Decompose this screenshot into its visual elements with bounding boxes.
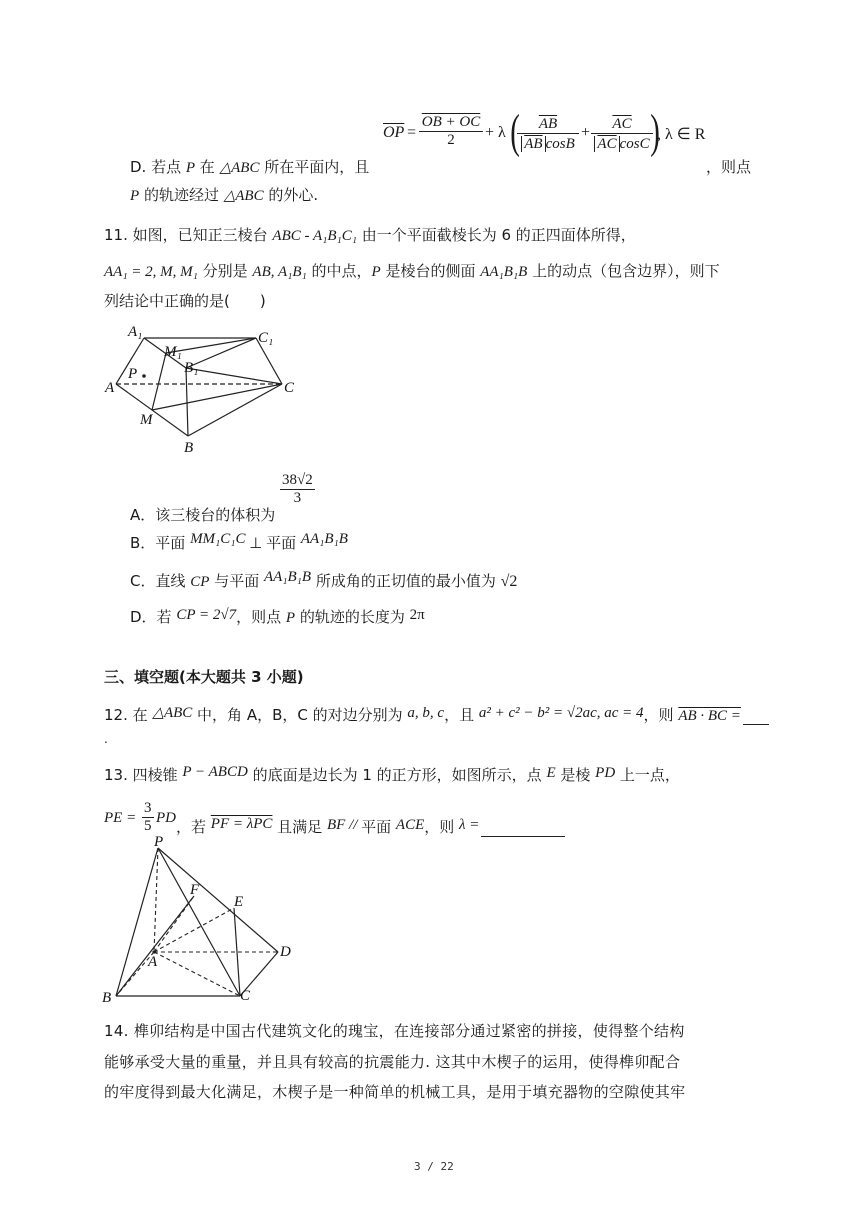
- edge-c-b1: [186, 368, 282, 384]
- frac-den: 3: [293, 490, 302, 506]
- q11-option-a: [130, 474, 315, 522]
- math: P − ABCD: [182, 764, 248, 780]
- frac-num: 3: [144, 800, 152, 816]
- q11-option-b: [130, 532, 348, 553]
- math: AA₁B₁B: [480, 264, 528, 280]
- text: D．若: [130, 608, 177, 626]
- math: CP = 2√7: [176, 607, 237, 623]
- section-heading: 三、填空题(本大题共 3 小题): [104, 668, 304, 686]
- math: AA₁B₁B: [300, 531, 348, 547]
- term2-num: $\overline{AC}$: [591, 116, 653, 134]
- label-e: E: [234, 894, 244, 910]
- label-a1: A₁: [128, 324, 143, 340]
- formula-lhs: $\overline{OP}$: [383, 124, 405, 141]
- math: PD: [595, 765, 616, 781]
- math: P: [371, 264, 381, 280]
- pyramid-figure: [98, 832, 298, 1012]
- edge-m-c: [152, 384, 282, 410]
- text: ，则: [643, 706, 679, 724]
- label-c1: C₁: [258, 330, 274, 346]
- label-m: M: [140, 412, 153, 428]
- math: PF = λPC: [210, 816, 273, 832]
- edge-b-f: [116, 896, 194, 996]
- label-b: B: [102, 990, 112, 1006]
- text: 所成角的正切值的最小值为: [311, 572, 501, 590]
- label-c: C: [284, 380, 295, 396]
- page-number: 3 / 22: [414, 1160, 454, 1173]
- q12-period: .: [104, 732, 108, 746]
- text: 的底面是边长为 1 的正方形，如图所示，点: [247, 766, 547, 784]
- point-p: [142, 374, 146, 378]
- text: 中，角 A，B，C 的对边分别为: [192, 706, 408, 724]
- q10d-line1-end: ，则点: [706, 158, 752, 176]
- text: 平面: [361, 818, 396, 836]
- text: ，且: [444, 706, 479, 724]
- label-m1: M₁: [164, 344, 182, 360]
- text: ，则点: [236, 608, 286, 626]
- text: 的轨迹的长度为: [295, 608, 410, 626]
- math-triangle: △ABC: [223, 188, 264, 204]
- text: ，若: [176, 818, 211, 836]
- text: 分别是: [197, 262, 253, 280]
- q11-line1: [104, 224, 636, 245]
- answer-blank[interactable]: [743, 708, 769, 725]
- frac-den: 2: [447, 132, 455, 148]
- edge-p-b: [116, 848, 158, 996]
- label-a: A: [105, 380, 115, 396]
- math: P: [285, 610, 296, 626]
- q11-line3: 列结论中正确的是( ): [104, 292, 266, 310]
- q14-line3: 的牢度得到最大化满足，木楔子是一种简单的机械工具，是用于填充器物的空隙使其牢: [104, 1083, 686, 1101]
- text: 的轨迹经过: [139, 186, 224, 204]
- math: ⊥: [245, 536, 267, 552]
- label-d: D: [280, 944, 291, 960]
- frac-den: 5: [144, 818, 152, 834]
- text: 的外心.: [263, 186, 319, 204]
- math: BF //: [326, 817, 362, 833]
- edge-p-c: [158, 848, 240, 996]
- text: 上一点，: [615, 766, 680, 784]
- text: 是棱台的侧面: [380, 262, 481, 280]
- math: AA₁ = 2, M, M₁: [104, 264, 198, 280]
- label-p: P: [128, 366, 138, 382]
- edge-b-b1: [186, 368, 188, 436]
- q10d-line2: [130, 184, 318, 205]
- math: AB · BC =: [678, 708, 741, 724]
- term1-den-rest: cosB: [545, 136, 575, 152]
- plus-lambda: + λ: [485, 124, 506, 141]
- text: A．该三棱台的体积为: [130, 506, 281, 524]
- label-c: C: [240, 988, 251, 1004]
- label-a: A: [148, 954, 158, 970]
- edge-a-f: [154, 896, 194, 952]
- big-paren-right: ): [650, 105, 660, 158]
- q10d-formula: [383, 104, 706, 164]
- formula-eq: =: [407, 124, 417, 141]
- text: 上的动点（包含边界），则下: [527, 262, 720, 280]
- answer-blank[interactable]: [481, 820, 565, 837]
- q14-line2: 能够承受大量的重量，并且具有较高的抗震能力. 这其中木楔子的运用，使得榫卯配合: [104, 1053, 681, 1071]
- math: MM₁C₁C: [190, 531, 246, 547]
- q11-option-c: [130, 570, 517, 591]
- math: AA₁B₁B: [263, 569, 312, 585]
- text: 在: [195, 158, 220, 176]
- math: △ABC: [152, 705, 193, 721]
- math-p: P: [185, 160, 196, 176]
- label-f: F: [190, 882, 200, 898]
- label-b: B: [184, 440, 194, 456]
- math: PE =: [104, 810, 137, 826]
- text: 与平面: [209, 572, 264, 590]
- formula-tail: , λ ∈ R: [657, 126, 706, 143]
- q11-line2: [104, 260, 720, 281]
- term1: [517, 116, 579, 153]
- term2-den-rest: cosC: [619, 136, 650, 152]
- label-p: P: [154, 834, 164, 850]
- text: 12. 在: [104, 706, 153, 724]
- text: 所在平面内，且: [259, 158, 370, 176]
- fraction: [142, 800, 154, 835]
- math: a, b, c: [407, 705, 445, 721]
- q12-line1: [104, 704, 769, 725]
- text: 11. 如图，已知正三棱台: [104, 226, 273, 244]
- term2: [591, 116, 653, 153]
- q10d-line1: [130, 156, 369, 177]
- edge-m-m1: [152, 353, 166, 410]
- frac-num: 38√2: [282, 472, 313, 488]
- q14-line1: 14. 榫卯结构是中国古代建筑文化的瑰宝，在连接部分通过紧密的拼接，使得整个结构: [104, 1022, 685, 1040]
- frac-num: OB + OC: [419, 114, 483, 132]
- formula-frac: [419, 114, 483, 149]
- math: 2π: [409, 607, 425, 623]
- frustum-figure: [100, 320, 320, 460]
- edge-a-c: [154, 952, 240, 996]
- text: 是棱: [555, 766, 596, 784]
- math: E: [546, 765, 556, 781]
- plus-sign: +: [581, 124, 591, 141]
- math: √2: [500, 573, 518, 590]
- math-triangle: △ABC: [219, 160, 260, 176]
- big-paren-left: (: [510, 105, 520, 158]
- term1-den-vec: $\overline{AB}$: [521, 136, 545, 152]
- text: B．平面: [130, 534, 191, 552]
- edge-a-e: [154, 908, 234, 952]
- math: a² + c² − b² = √2ac, ac = 4: [478, 705, 644, 721]
- math-p: P: [130, 188, 140, 204]
- text: 平面: [266, 534, 301, 552]
- label-b1: B₁: [184, 360, 199, 376]
- text: 由一个平面截棱长为 6 的正四面体所得，: [356, 226, 636, 244]
- q11-option-d: [130, 606, 425, 627]
- fraction: [280, 472, 315, 507]
- q13-line1: [104, 764, 680, 785]
- term1-num: $\overline{AB}$: [517, 116, 579, 134]
- edge-p-a: [154, 848, 158, 952]
- edge-b-c: [188, 384, 282, 436]
- text: 且满足: [272, 818, 327, 836]
- text: D. 若点: [130, 158, 186, 176]
- math: AB, A₁B₁: [252, 264, 307, 280]
- edge-p-d: [158, 848, 278, 952]
- text: C．直线: [130, 572, 191, 590]
- math: ABC - A₁B₁C₁: [272, 228, 357, 244]
- math: CP: [190, 574, 210, 590]
- math: ACE: [395, 817, 425, 833]
- math: PD: [156, 810, 176, 826]
- text: 的中点，: [306, 262, 372, 280]
- text: 13. 四棱锥: [104, 766, 183, 784]
- math: λ =: [459, 817, 480, 833]
- term2-den-vec: $\overline{AC}$: [594, 136, 619, 152]
- text: ，则: [424, 818, 460, 836]
